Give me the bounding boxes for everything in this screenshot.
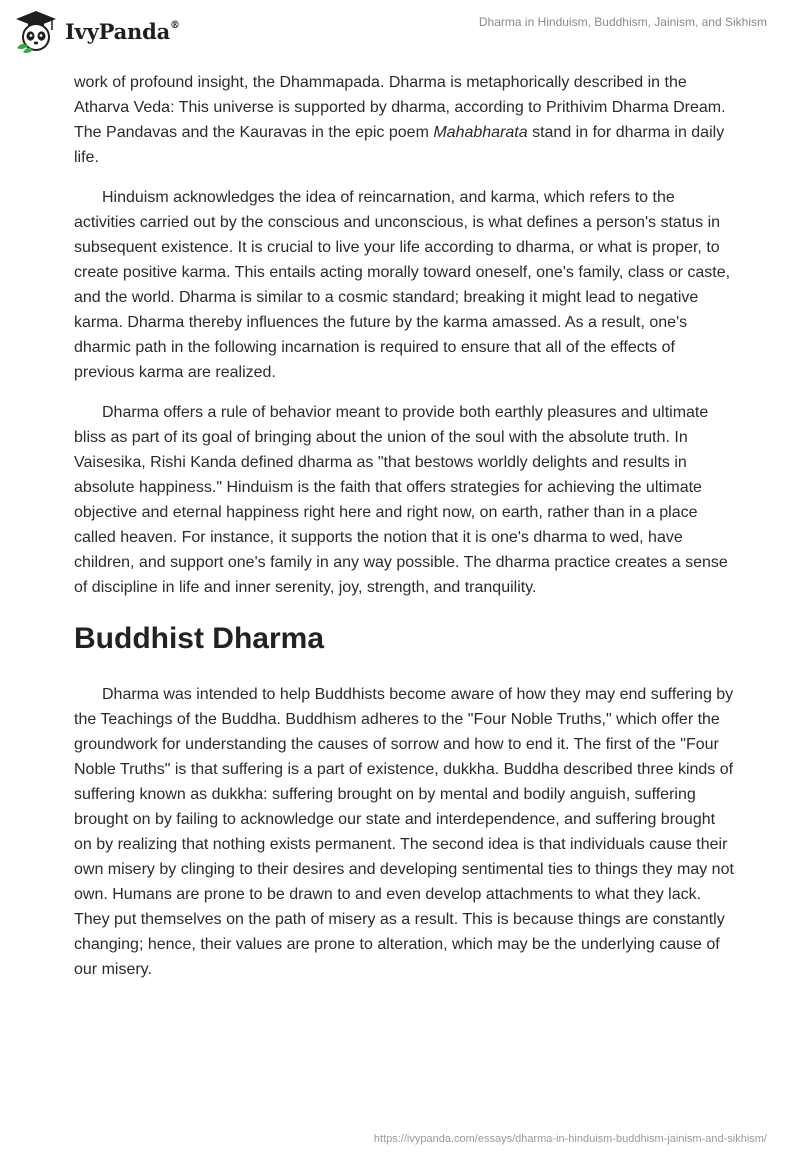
page-header	[0, 0, 800, 64]
logo-name: IvyPanda	[65, 18, 171, 44]
paragraph-4: Dharma was intended to help Buddhists become aware of how they may end suffering by the Teachings of the Buddha. Buddhism adheres to the "Four Noble Truths," which offer the groundwork for understanding the causes of sorrow and how to end it. The first of the "Four Noble Truths" is that suffering is a part of existence, dukkha. Buddha described three kinds of suffering known as dukkha: suffering brought on by mental and bodily anguish, suffering brought on by failing to acknowledge our state and interdependence, and suffering brought on by realizing that nothing exists permanent. The second idea is that individuals cause their own misery by clinging to their desires and developing sentimental ties to things they may not own. Humans are prone to be drawn to and even develop attachments to what they lack. They put themselves on the path of misery as a result. This is because things are constantly changing; hence, their values are prone to alteration, which may be the underlying cause of our misery.	[74, 686, 734, 978]
source-url[interactable]: https://ivypanda.com/essays/dharma-in-hinduism-buddhism-jainism-and-sikhism/	[373, 1133, 767, 1145]
mahabharata-italic: Mahabharata	[433, 124, 528, 141]
paragraph-1-text-a: work of profound insight, the Dhammapada. Dharma is metaphorically described in the Atharva Veda: This universe is supported by dharma, according to Prithivim Dharma Dream. The Pandavas and the Kauravas in the epic poem	[74, 74, 726, 141]
paragraph-3: Dharma offers a rule of behavior meant to provide both earthly pleasures and ultimate bliss as part of its goal of bringing about the union of the soul with the absolute truth. In Vaisesika, Rishi Kanda defined dharma as "that bestows worldly delights and results in absolute happiness." Hinduism is the faith that offers strategies for achieving the ultimate objective and eternal happiness right here and right now, on earth, rather than in a place called heaven. For instance, it supports the notion that it is one's dharma to wed, have children, and support one's family in any way possible. The dharma practice creates a sense of discipline in life and inner serenity, joy, strength, and tranquility.	[74, 404, 728, 596]
paragraph-1-text-b: stand in for dharma in daily life.	[74, 124, 725, 166]
section-heading-buddhist-dharma: Buddhist Dharma	[74, 622, 325, 655]
paragraph-1	[74, 70, 734, 170]
logo-text	[65, 19, 180, 44]
essay-content	[74, 70, 734, 997]
ivypanda-logo[interactable]	[13, 8, 180, 54]
paragraph-2: Hinduism acknowledges the idea of reincarnation, and karma, which refers to the activities carried out by the conscious and unconscious, is what defines a person's status in subsequent existence. It is crucial to live your life according to dharma, or what is proper, to create positive karma. This entails acting morally toward oneself, one's family, class or caste, and the world. Dharma is similar to a cosmic standard; breaking it might lead to negative karma. Dharma thereby influences the future by the karma amassed. As a result, one's dharmic path in the following incarnation is required to ensure that all of the effects of previous karma are realized.	[74, 189, 731, 381]
panda-graduation-cap-icon	[13, 8, 59, 54]
document-title: Dharma in Hinduism, Buddhism, Jainism, and Sikhism	[478, 15, 767, 29]
registered-mark: ®	[170, 19, 180, 31]
